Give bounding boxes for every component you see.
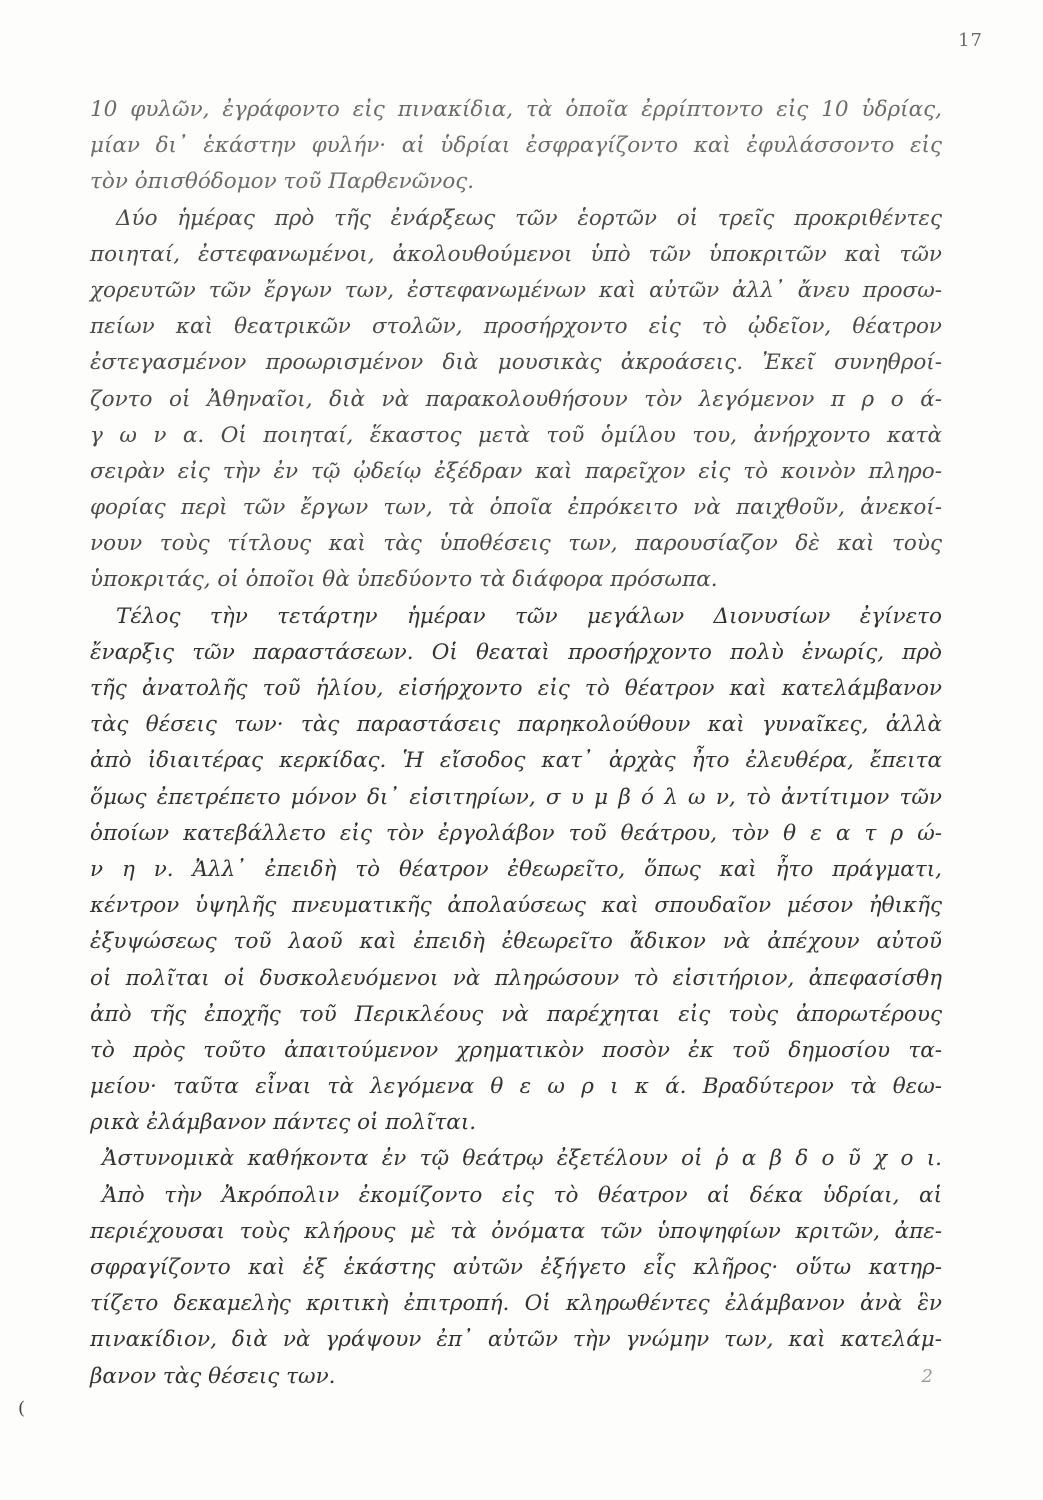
text-line: τῆς ἀνατολῆς τοῦ ἡλίου, εἰσήρχοντο εἰς τὸ θέατρον καὶ κατελάμβανον xyxy=(90,676,942,701)
text-line: γ ω ν α. Οἱ ποιηταί, ἕκαστος μετὰ τοῦ ὁμίλου του, ἀνήρχοντο κατὰ xyxy=(90,422,942,448)
paragraph-1 xyxy=(90,92,942,201)
text-line: τὸν ὀπισθόδομον τοῦ Παρθενῶνος. xyxy=(90,169,475,195)
text-line: τίζετο δεκαμελὴς κριτικὴ ἐπιτροπή. Οἱ κληρωθέντες ἐλάμβανον ἀνὰ ἓν xyxy=(90,1291,942,1317)
text-line: ποιηταί, ἐστεφανωμένοι, ἀκολουθούμενοι ὑπὸ τῶν ὑποκριτῶν καὶ τῶν xyxy=(90,241,942,267)
text-line: ἔναρξις τῶν παραστάσεων. Οἱ θεαταὶ προσήρχοντο πολὺ ἐνωρίς, πρὸ xyxy=(90,639,942,665)
text-line: 10 φυλῶν, ἐγράφοντο εἰς πινακίδια, τὰ ὁποῖα ἐρρίπτοντο εἰς 10 ὑδρίας, xyxy=(90,97,942,122)
text-line: βανον τὰς θέσεις των. xyxy=(90,1363,336,1389)
text-line: τὰς θέσεις των· τὰς παραστάσεις παρηκολούθουν καὶ γυναῖκες, ἀλλὰ xyxy=(90,712,942,738)
paragraph-5 xyxy=(90,1178,942,1395)
text-line: ὅμως ἐπετρέπετο μόνον δι᾿ εἰσιτηρίων, σ υ μ β ό λ ω ν, τὸ ἀντίτιμον τῶν xyxy=(90,784,942,810)
text-line: ζοντο οἱ Ἀθηναῖοι, διὰ νὰ παρακολουθήσουν τὸν λεγόμενον π ρ ο ά- xyxy=(90,386,942,412)
paragraph-4 xyxy=(90,1141,942,1177)
paragraph-3 xyxy=(90,599,942,1142)
text-line: Δύο ἡμέρας πρὸ τῆς ἐνάρξεως τῶν ἑορτῶν οἱ τρεῖς προκριθέντες xyxy=(116,205,942,231)
text-line: χορευτῶν τῶν ἔργων των, ἐστεφανωμένων καὶ αὐτῶν ἀλλ᾿ ἄνευ προσω- xyxy=(90,277,942,303)
body-text xyxy=(90,92,942,1395)
page-number: 17 xyxy=(958,30,983,51)
text-line: τὸ πρὸς τοῦτο ἀπαιτούμενον χρηματικὸν ποσὸν ἐκ τοῦ δημοσίου τα- xyxy=(90,1037,942,1063)
margin-mark: ( xyxy=(18,1398,26,1419)
text-line: κέντρον ὑψηλῆς πνευματικῆς ἀπολαύσεως καὶ σπουδαῖον μέσον ἠθικῆς xyxy=(90,893,942,919)
text-line: Ἀστυνομικὰ καθήκοντα ἐν τῷ θεάτρῳ ἐξετέλουν οἱ ῥ α β δ ο ῦ χ ο ι. xyxy=(102,1146,942,1172)
text-line: Ἀπὸ τὴν Ἀκρόπολιν ἐκομίζοντο εἰς τὸ θέατρον αἱ δέκα ὑδρίαι, αἱ xyxy=(102,1182,942,1208)
text-line: ἀπὸ τῆς ἐποχῆς τοῦ Περικλέους νὰ παρέχηται εἰς τοὺς ἀπορωτέρους xyxy=(90,1001,942,1027)
text-line: περιέχουσαι τοὺς κλήρους μὲ τὰ ὀνόματα τῶν ὑποψηφίων κριτῶν, ἀπε- xyxy=(90,1218,942,1244)
text-line: ὁποίων κατεβάλλετο εἰς τὸν ἐργολάβον τοῦ θεάτρου, τὸν θ ε α τ ρ ώ- xyxy=(90,820,942,846)
text-line: οἱ πολῖται οἱ δυσκολευόμενοι νὰ πληρώσουν τὸ εἰσιτήριον, ἀπεφασίσθη xyxy=(90,965,942,991)
text-line: ρικὰ ἐλάμβανον πάντες οἱ πολῖται. xyxy=(90,1110,477,1136)
text-line: φορίας περὶ τῶν ἔργων των, τὰ ὁποῖα ἐπρόκειτο νὰ παιχθοῦν, ἀνεκοί- xyxy=(90,495,942,521)
text-line: μείου· ταῦτα εἶναι τὰ λεγόμενα θ ε ω ρ ι κ ά. Βραδύτερον τὰ θεω- xyxy=(90,1074,942,1100)
text-line: ἐστεγασμένον προωρισμένον διὰ μουσικὰς ἀκροάσεις. Ἐκεῖ συνηθροί- xyxy=(90,350,942,376)
text-line: σφραγίζοντο καὶ ἐξ ἑκάστης αὐτῶν ἐξήγετο εἷς κλῆρος· οὕτω κατηρ- xyxy=(90,1255,942,1280)
text-line: νουν τοὺς τίτλους καὶ τὰς ὑποθέσεις των, παρουσίαζον δὲ καὶ τοὺς xyxy=(90,531,942,557)
text-line: ὑποκριτάς, οἱ ὁποῖοι θὰ ὑπεδύοντο τὰ διάφορα πρόσωπα. xyxy=(90,567,718,593)
text-line: μίαν δι᾿ ἑκάστην φυλήν· αἱ ὑδρίαι ἐσφραγίζοντο καὶ ἐφυλάσσοντο εἰς xyxy=(90,133,942,159)
text-line: ν η ν. Ἀλλ᾿ ἐπειδὴ τὸ θέατρον ἐθεωρεῖτο, ὅπως καὶ ἦτο πράγματι, xyxy=(90,856,942,882)
text-line: πινακίδιον, διὰ νὰ γράψουν ἐπ᾿ αὐτῶν τὴν γνώμην των, καὶ κατελάμ- xyxy=(90,1327,942,1353)
text-line: πείων καὶ θεατρικῶν στολῶν, προσήρχοντο εἰς τὸ ᾠδεῖον, θέατρον xyxy=(90,314,942,340)
text-line: σειρὰν εἰς τὴν ἐν τῷ ᾠδείῳ ἐξέδραν καὶ παρεῖχον εἰς τὸ κοινὸν πληρο- xyxy=(90,458,942,484)
text-line: ἐξυψώσεως τοῦ λαοῦ καὶ ἐπειδὴ ἐθεωρεῖτο ἄδικον νὰ ἀπέχουν αὐτοῦ xyxy=(90,929,942,955)
text-line: Τέλος τὴν τετάρτην ἡμέραν τῶν μεγάλων Διονυσίων ἐγίνετο xyxy=(116,603,942,629)
paragraph-2 xyxy=(90,201,942,599)
text-line: ἀπὸ ἰδιαιτέρας κερκίδας. Ἡ εἴσοδος κατ᾿ ἀρχὰς ἦτο ἐλευθέρα, ἔπειτα xyxy=(90,748,942,774)
signature-mark: 2 xyxy=(921,1366,933,1387)
